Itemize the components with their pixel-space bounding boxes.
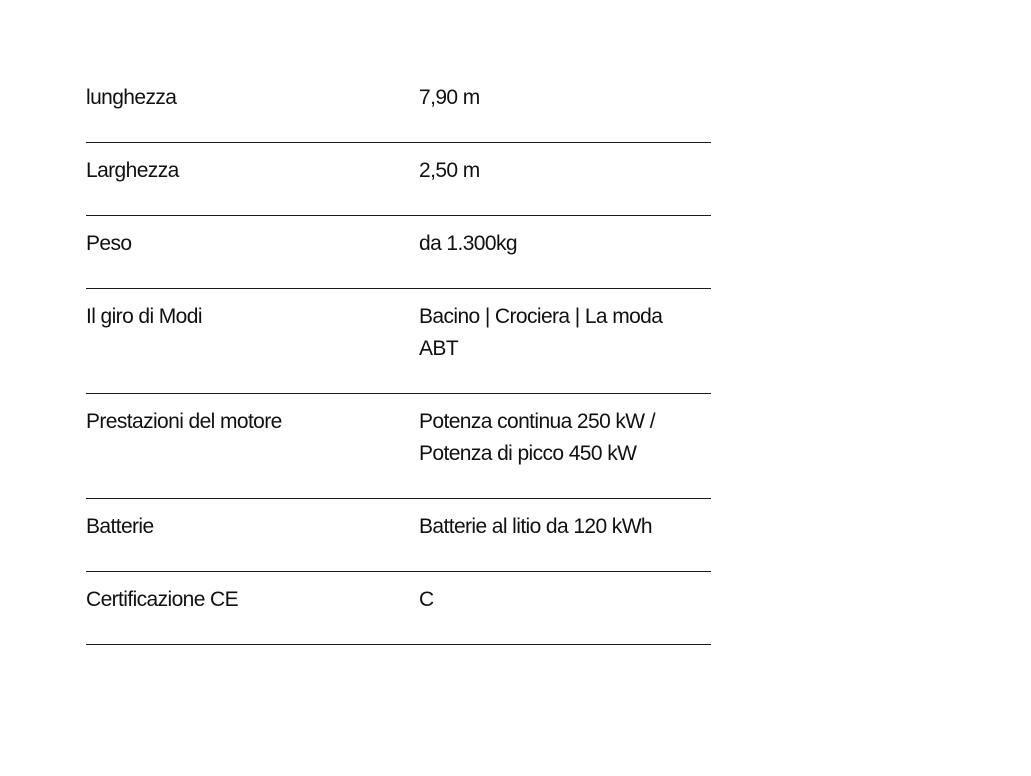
- spec-label: Il giro di Modi: [86, 305, 202, 328]
- spec-label: Batterie: [86, 515, 154, 538]
- spec-row-motor-performance: [86, 394, 711, 499]
- spec-label: lunghezza: [86, 86, 177, 109]
- spec-row-modes: [86, 289, 711, 394]
- spec-row-weight: [86, 216, 711, 289]
- spec-label: Certificazione CE: [86, 588, 239, 611]
- spec-value: Bacino | Crociera | La moda ABT: [419, 305, 663, 360]
- spec-value: Potenza continua 250 kW / Potenza di picco 450 kW: [419, 410, 655, 465]
- spec-row-ce-certification: [86, 572, 711, 645]
- spec-row-length: [86, 70, 711, 143]
- spec-label: Prestazioni del motore: [86, 410, 282, 433]
- specifications-table: [86, 70, 711, 645]
- spec-value: C: [419, 588, 434, 611]
- spec-row-width: [86, 143, 711, 216]
- spec-value: Batterie al litio da 120 kWh: [419, 515, 652, 538]
- spec-label: Peso: [86, 232, 132, 255]
- spec-label: Larghezza: [86, 159, 179, 182]
- spec-row-batteries: [86, 499, 711, 572]
- spec-value: 7,90 m: [419, 86, 480, 109]
- spec-value: da 1.300kg: [419, 232, 517, 255]
- spec-value: 2,50 m: [419, 159, 480, 182]
